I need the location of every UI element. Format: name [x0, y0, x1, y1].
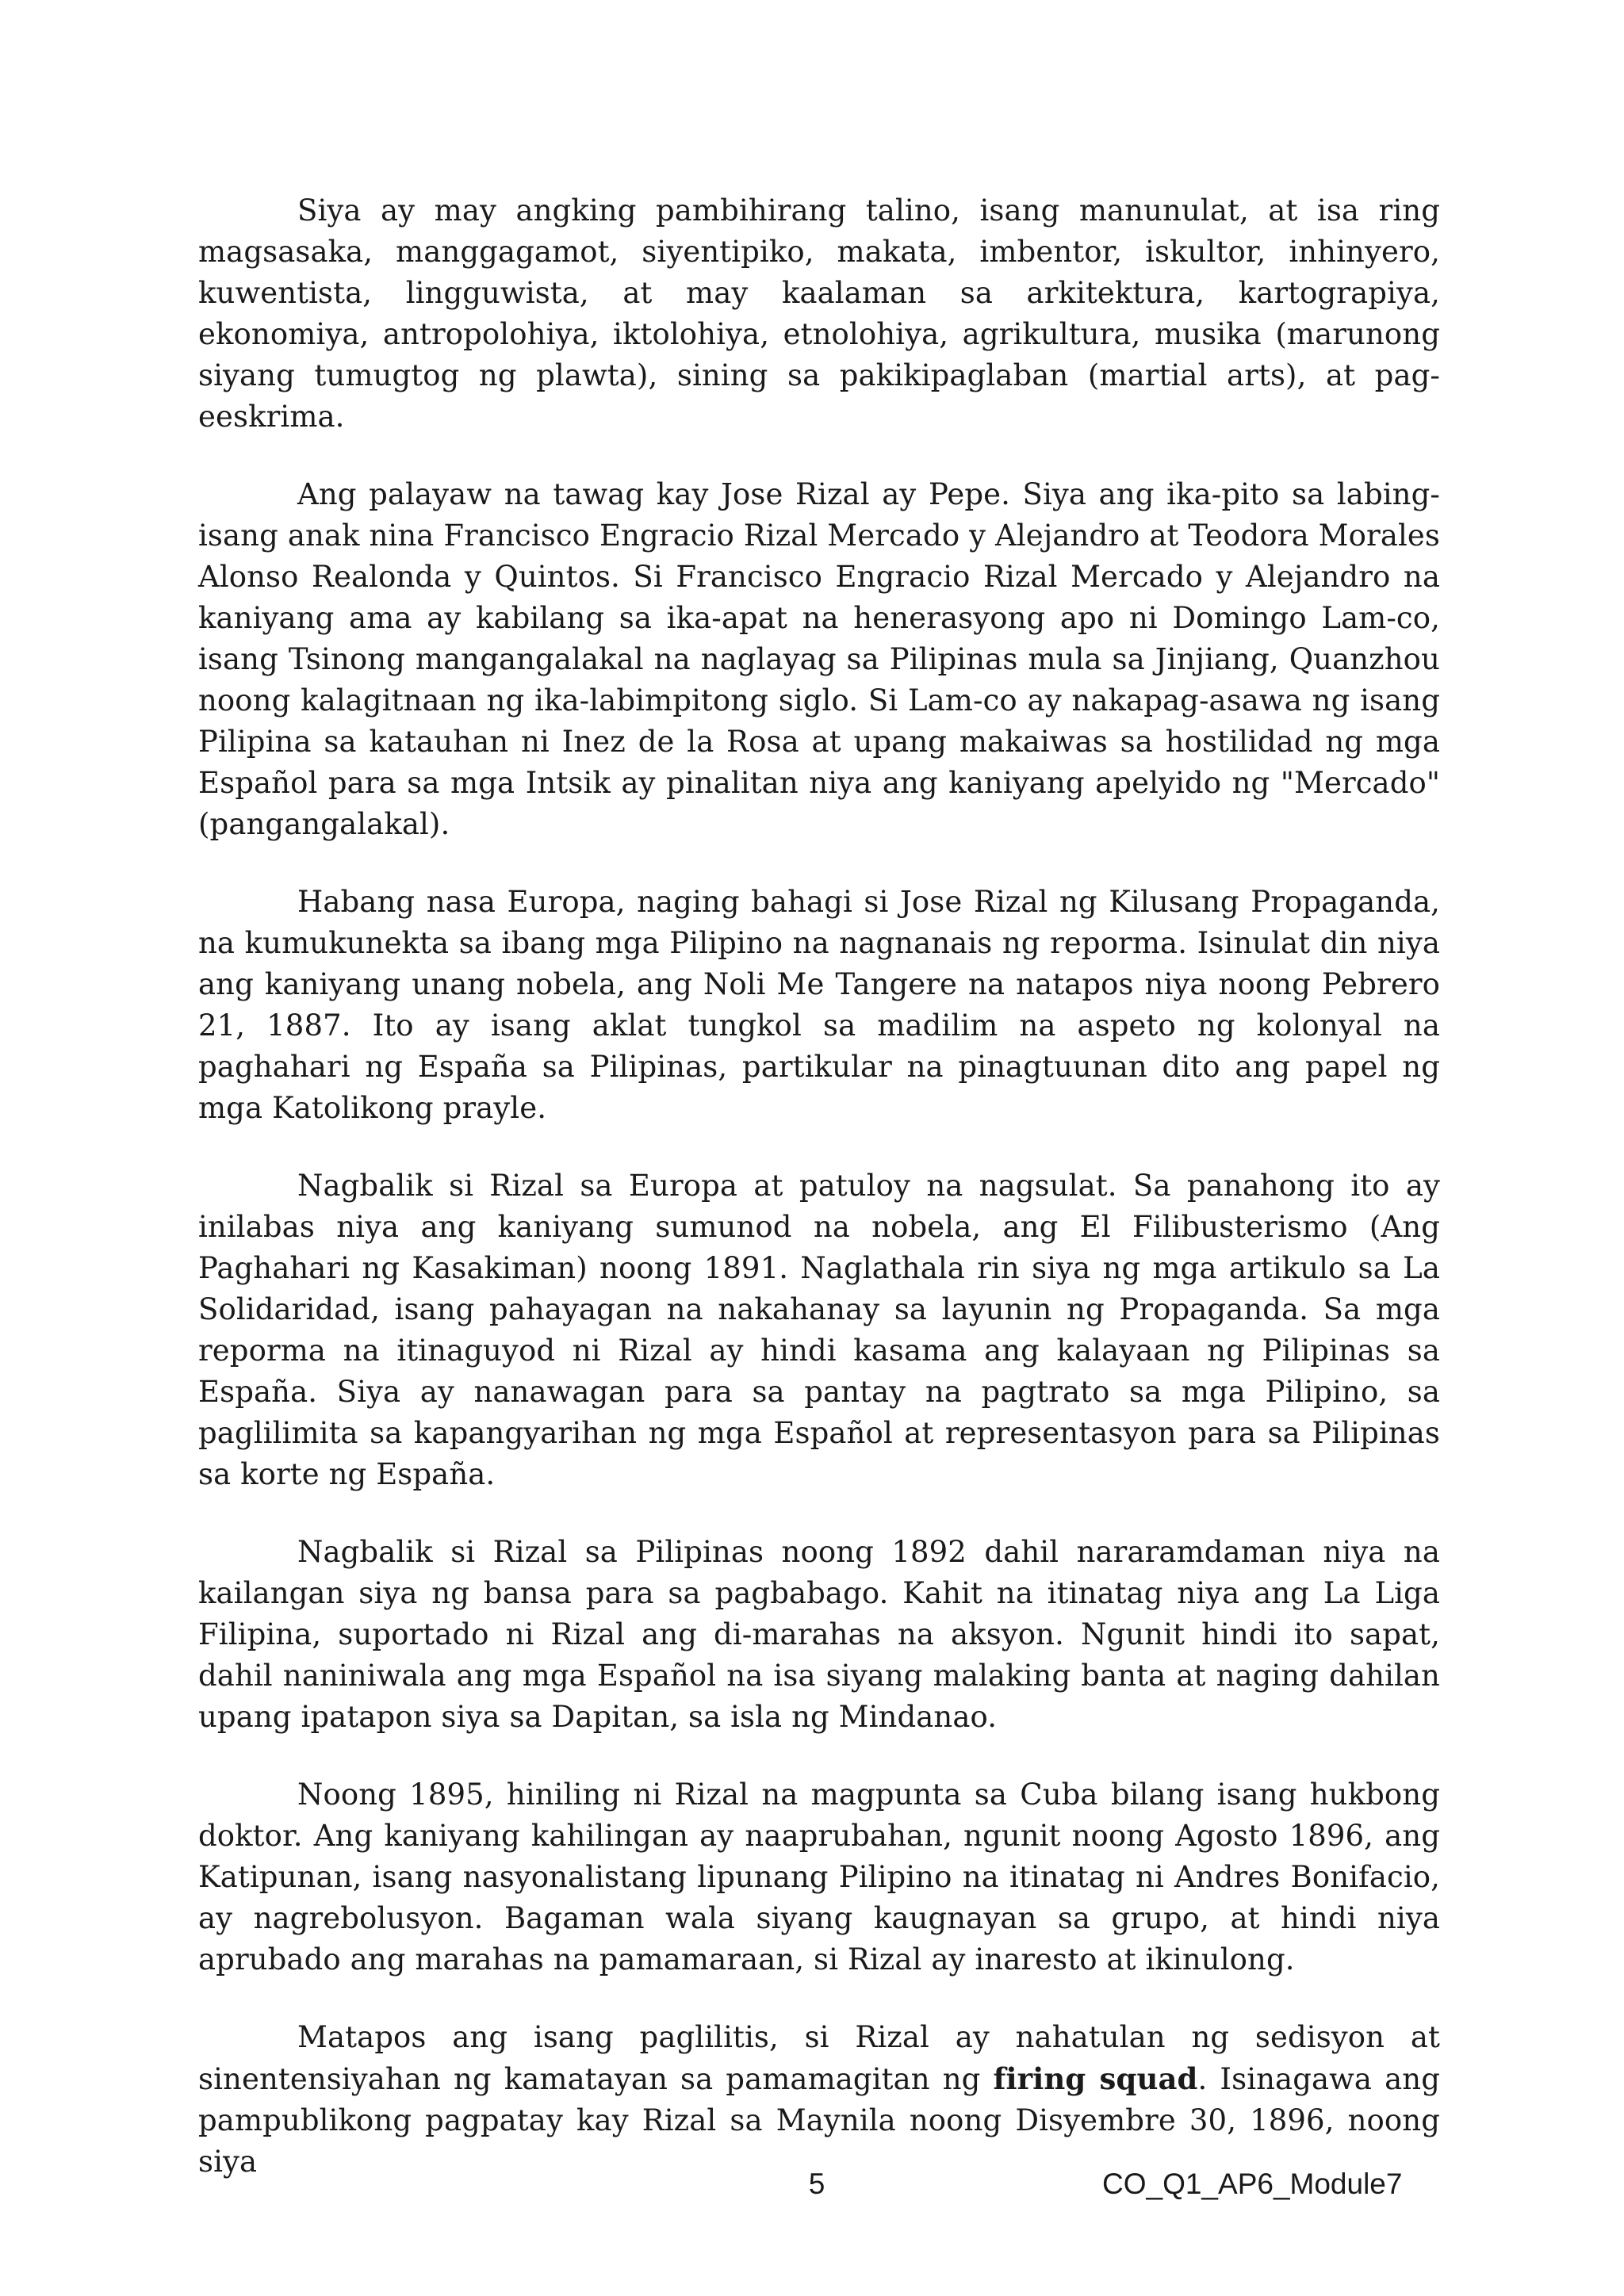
paragraph-7-text-start: Matapos ang isang paglilitis, si Rizal ay nahatulan ng sedisyon at sinentensiyahan ng kamatayan sa pamamagitan ng — [198, 2020, 1440, 2096]
paragraph-7 — [198, 2017, 1440, 2183]
paragraph-4: Nagbalik si Rizal sa Europa at patuloy na nagsulat. Sa panahong ito ay inilabas niya ang kaniyang sumunod na nobela, ang El Filibusterismo (Ang Paghahari ng Kasakiman) noong 1891. Naglathala rin siya ng mga artikulo sa La Solidaridad, isang pahayagan na nakahanay sa layunin ng Propaganda. Sa mga reporma na itinaguyod ni Rizal ay hindi kasama ang kalayaan ng Pilipinas sa España. Siya ay nanawagan para sa pantay na pagtrato sa mga Pilipino, sa paglilimita sa kapangyarihan ng mga Español at representasyon para sa Pilipinas sa korte ng España. — [198, 1169, 1440, 1491]
paragraph-5: Nagbalik si Rizal sa Pilipinas noong 1892 dahil nararamdaman niya na kailangan siya ng bansa para sa pagbabago. Kahit na itinatag niya ang La Liga Filipina, suportado ni Rizal ang di-marahas na aksyon. Ngunit hindi ito sapat, dahil naniniwala ang mga Español na isa siyang malaking banta at naging dahilan upang ipatapon siya sa Dapitan, sa isla ng Mindanao. — [198, 1535, 1440, 1734]
document-body — [198, 190, 1440, 2219]
page-number: 5 — [808, 2168, 825, 2200]
module-code: CO_Q1_AP6_Module7 — [1102, 2168, 1403, 2200]
paragraph-2: Ang palayaw na tawag kay Jose Rizal ay Pepe. Siya ang ika-pito sa labing-isang anak nina Francisco Engracio Rizal Mercado y Alejandro at Teodora Morales Alonso Realonda y Quintos. Si Francisco Engracio Rizal Mercado y Alejandro na kaniyang ama ay kabilang sa ika-apat na henerasyong apo ni Domingo Lam-co, isang Tsinong mangangalakal na naglayag sa Pilipinas mula sa Jinjiang, Quanzhou noong kalagitnaan ng ika-labimpitong siglo. Si Lam-co ay nakapag-asawa ng isang Pilipina sa katauhan ni Inez de la Rosa at upang makaiwas sa hostilidad ng mga Español para sa mga Intsik ay pinalitan niya ang kaniyang apelyido ng "Mercado" (pangangalakal). — [198, 477, 1440, 841]
paragraph-1: Siya ay may angking pambihirang talino, isang manunulat, at isa ring magsasaka, manggagamot, siyentipiko, makata, imbentor, iskultor, inhinyero, kuwentista, lingguwista, at may kaalaman sa arkitektura, kartograpiya, ekonomiya, antropolohiya, iktolohiya, etnolohiya, agrikultura, musika (marunong siyang tumugtog ng plawta), sining sa pakikipaglaban (martial arts), at pag-eeskrima. — [198, 193, 1440, 434]
paragraph-6: Noong 1895, hiniling ni Rizal na magpunta sa Cuba bilang isang hukbong doktor. Ang kaniyang kahilingan ay naaprubahan, ngunit noong Agosto 1896, ang Katipunan, isang nasyonalistang lipunang Pilipino na itinatag ni Andres Bonifacio, ay nagrebolusyon. Bagaman wala siyang kaugnayan sa grupo, at hindi niya aprubado ang marahas na pamamaraan, si Rizal ay inaresto at ikinulong. — [198, 1777, 1440, 1976]
paragraph-3: Habang nasa Europa, naging bahagi si Jose Rizal ng Kilusang Propaganda, na kumukunekta sa ibang mga Pilipino na nagnanais ng reporma. Isinulat din niya ang kaniyang unang nobela, ang Noli Me Tangere na natapos niya noong Pebrero 21, 1887. Ito ay isang aklat tungkol sa madilim na aspeto ng kolonyal na paghahari ng España sa Pilipinas, partikular na pinagtuunan dito ang papel ng mga Katolikong prayle. — [198, 885, 1440, 1125]
bold-term-firing-squad: firing squad — [993, 2061, 1198, 2096]
paragraph-7-text-end: . Isinagawa ang pampublikong pagpatay kay Rizal sa Maynila noong Disyembre 30, 1896, noong siya — [198, 2062, 1440, 2179]
